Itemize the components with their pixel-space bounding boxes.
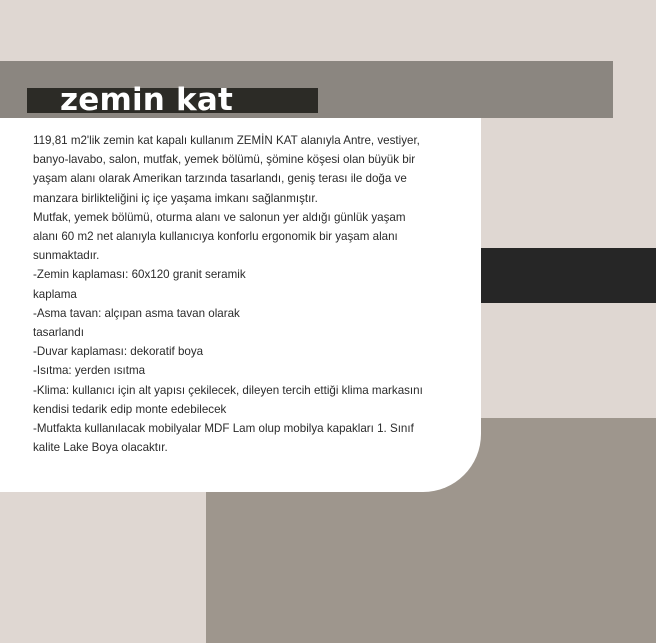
spec-item-wall: -Duvar kaplaması: dekoratif boya <box>33 345 204 359</box>
page-title: zemin kat <box>60 82 234 118</box>
spec-item-floor: -Zemin kaplaması: 60x120 granit seramik <box>33 268 246 282</box>
description-line: manzara birlikteliğini iç içe yaşama imkanı sağlanmıştır. <box>33 191 318 205</box>
spec-item-ac-cont: kendisi tedarik edip monte edebilecek <box>33 402 227 416</box>
description-line: 119,81 m2'lik zemin kat kapalı kullanım ZEMİN KAT alanıyla Antre, vestiyer, <box>33 134 420 147</box>
description-line: banyo-lavabo, salon, mutfak, yemek bölümü, şömine köşesi olan büyük bir <box>33 153 416 167</box>
description-line: sunmaktadır. <box>33 249 100 263</box>
spec-item-floor-cont: kaplama <box>33 287 77 301</box>
description-line: alanı 60 m2 net alanıyla kullanıcıya konforlu ergonomik bir yaşam alanı <box>33 230 398 244</box>
spec-item-ac: -Klima: kullanıcı için alt yapısı çekilecek, dileyen tercih ettiği klima markasını <box>33 383 423 397</box>
description-line: yaşam alanı olarak Amerikan tarzında tasarlandı, geniş terası ile doğa ve <box>33 172 407 186</box>
spec-item-heating: -Isıtma: yerden ısıtma <box>33 364 146 378</box>
spec-item-ceiling-cont: tasarlandı <box>33 326 84 340</box>
spec-item-ceiling: -Asma tavan: alçıpan asma tavan olarak <box>33 306 240 320</box>
spec-item-kitchen-cont: kalite Lake Boya olacaktır. <box>33 441 168 455</box>
description-text <box>33 131 453 457</box>
description-line: Mutfak, yemek bölümü, oturma alanı ve salonun yer aldığı günlük yaşam <box>33 210 406 224</box>
spec-item-kitchen: -Mutfakta kullanılacak mobilyalar MDF Lam olup mobilya kapakları 1. Sınıf <box>33 422 414 436</box>
dark-accent-band <box>480 248 656 303</box>
